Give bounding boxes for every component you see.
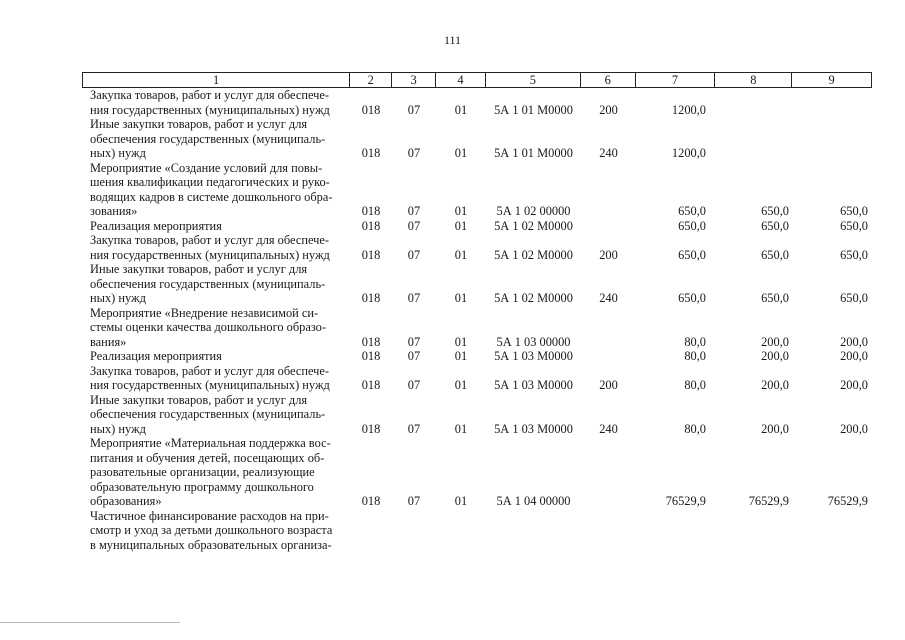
row-name-line: Иные закупки товаров, работ и услуг для bbox=[90, 392, 308, 407]
column-header: 6 bbox=[581, 73, 636, 87]
cell-c9: 200,0 bbox=[840, 378, 868, 392]
cell-c6: 200 bbox=[599, 378, 618, 392]
table-row bbox=[82, 88, 872, 117]
cell-c9: 200,0 bbox=[840, 421, 868, 436]
row-name-line: обеспечения государственных (муниципаль- bbox=[90, 131, 326, 146]
cell-c6: 200 bbox=[599, 247, 618, 262]
cell-c4: 01 bbox=[454, 247, 468, 262]
cell-c2: 018 bbox=[361, 291, 381, 305]
row-name-line: Мероприятие «Создание условий для повы- bbox=[90, 160, 323, 175]
cell-c4: 01 bbox=[454, 421, 468, 436]
row-name-cell bbox=[82, 117, 350, 161]
row-name-cell bbox=[82, 233, 350, 262]
column-header: 9 bbox=[828, 73, 835, 87]
row-name-line: водящих кадров в системе дошкольного обра- bbox=[90, 189, 333, 204]
cell-c8: 200,0 bbox=[761, 421, 789, 436]
row-name-line: шения квалификации педагогических и руко- bbox=[90, 175, 330, 189]
cell-c8: 650,0 bbox=[761, 218, 789, 233]
row-name-line: Закупка товаров, работ и услуг для обеспече- bbox=[90, 233, 330, 247]
cell-c7: 80,0 bbox=[684, 378, 706, 392]
row-name-cell bbox=[82, 364, 350, 393]
table-row bbox=[82, 219, 872, 234]
cell-c6: 240 bbox=[599, 146, 618, 160]
row-name-line: Реализация мероприятия bbox=[90, 218, 222, 233]
row-name-line: Частичное финансирование расходов на при- bbox=[90, 508, 329, 523]
cell-c9: 650,0 bbox=[840, 247, 868, 262]
cell-c5: 5А 1 01 М0000 bbox=[494, 102, 573, 117]
cell-c5: 5А 1 02 М0000 bbox=[494, 247, 573, 262]
cell-c4: 01 bbox=[454, 218, 468, 233]
cell-c3: 07 bbox=[407, 421, 421, 436]
row-name-cell bbox=[82, 393, 350, 437]
row-name-line: Закупка товаров, работ и услуг для обеспече- bbox=[90, 363, 330, 378]
row-name-cell bbox=[82, 219, 350, 234]
cell-c5: 5А 1 02 М0000 bbox=[494, 218, 573, 233]
cell-c9: 200,0 bbox=[840, 334, 868, 349]
cell-c4: 01 bbox=[454, 102, 468, 117]
cell-c3: 07 bbox=[407, 146, 421, 160]
row-name-cell bbox=[82, 509, 350, 553]
table-header bbox=[82, 72, 872, 88]
cell-c5: 5А 1 02 М0000 bbox=[494, 291, 573, 305]
cell-c7: 1200,0 bbox=[671, 146, 706, 160]
row-name-line: Иные закупки товаров, работ и услуг для bbox=[90, 262, 308, 276]
row-name-line: Реализация мероприятия bbox=[90, 349, 222, 363]
cell-c2: 018 bbox=[361, 146, 381, 160]
cell-c3: 07 bbox=[407, 349, 421, 363]
column-header: 3 bbox=[392, 73, 436, 87]
cell-c4: 01 bbox=[454, 146, 468, 160]
cell-c8: 200,0 bbox=[761, 334, 789, 349]
row-name-line: Иные закупки товаров, работ и услуг для bbox=[90, 117, 308, 131]
page-number: 111 bbox=[443, 33, 462, 47]
row-name-line: в муниципальных образовательных организа- bbox=[90, 537, 332, 552]
cell-c2: 018 bbox=[361, 334, 381, 349]
cell-c9: 200,0 bbox=[840, 349, 868, 363]
cell-c3: 07 bbox=[407, 494, 421, 508]
row-name-cell bbox=[82, 436, 350, 509]
cell-c5: 5А 1 03 М0000 bbox=[494, 421, 573, 436]
cell-c2: 018 bbox=[361, 218, 381, 233]
cell-c7: 650,0 bbox=[678, 204, 706, 218]
row-name-line: ных) нужд bbox=[90, 421, 146, 436]
row-name-line: зования» bbox=[90, 204, 138, 218]
row-name-line: ния государственных (муниципальных) нужд bbox=[90, 102, 330, 117]
cell-c7: 80,0 bbox=[684, 421, 706, 436]
cell-c6: 240 bbox=[599, 291, 618, 305]
table-row bbox=[82, 262, 872, 306]
cell-c7: 650,0 bbox=[678, 218, 706, 233]
cell-c2: 018 bbox=[361, 102, 381, 117]
cell-c7: 1200,0 bbox=[671, 102, 706, 117]
cell-c2: 018 bbox=[361, 421, 381, 436]
cell-c3: 07 bbox=[407, 378, 421, 392]
cell-c3: 07 bbox=[407, 334, 421, 349]
row-name-line: ния государственных (муниципальных) нужд bbox=[90, 378, 330, 392]
cell-c5: 5А 1 03 М0000 bbox=[494, 378, 573, 392]
cell-c2: 018 bbox=[361, 349, 381, 363]
cell-c9: 650,0 bbox=[840, 291, 868, 305]
column-header: 2 bbox=[350, 73, 392, 87]
row-name-cell bbox=[82, 349, 350, 364]
cell-c3: 07 bbox=[407, 102, 421, 117]
cell-c3: 07 bbox=[407, 247, 421, 262]
table-row bbox=[82, 509, 872, 553]
scan-artifact-line bbox=[0, 622, 180, 623]
cell-c6: 240 bbox=[599, 421, 618, 436]
cell-c8: 650,0 bbox=[761, 247, 789, 262]
cell-c4: 01 bbox=[454, 291, 468, 305]
cell-c2: 018 bbox=[361, 378, 381, 392]
row-name-cell bbox=[82, 161, 350, 219]
row-name-line: ных) нужд bbox=[90, 146, 146, 160]
cell-c8: 650,0 bbox=[761, 204, 789, 218]
cell-c9: 650,0 bbox=[840, 204, 868, 218]
cell-c3: 07 bbox=[407, 218, 421, 233]
table-row bbox=[82, 436, 872, 509]
row-name-line: Мероприятие «Внедрение независимой си- bbox=[90, 305, 319, 320]
cell-c5: 5А 1 02 00000 bbox=[496, 204, 571, 218]
row-name-line: смотр и уход за детьми дошкольного возраста bbox=[90, 523, 333, 537]
cell-c4: 01 bbox=[454, 494, 468, 508]
row-name-line: образовательную программу дошкольного bbox=[90, 479, 314, 494]
row-name-cell bbox=[82, 88, 350, 117]
table-row bbox=[82, 393, 872, 437]
row-name-line: ния государственных (муниципальных) нужд bbox=[90, 247, 330, 262]
cell-c7: 650,0 bbox=[678, 247, 706, 262]
cell-c5: 5А 1 01 М0000 bbox=[494, 146, 573, 160]
cell-c9: 650,0 bbox=[840, 218, 868, 233]
cell-c2: 018 bbox=[361, 247, 381, 262]
cell-c8: 200,0 bbox=[761, 349, 789, 363]
table-body bbox=[82, 88, 872, 552]
cell-c7: 80,0 bbox=[684, 334, 706, 349]
row-name-line: вания» bbox=[90, 334, 127, 349]
row-name-line: обеспечения государственных (муниципаль- bbox=[90, 407, 326, 421]
row-name-line: обеспечения государственных (муниципаль- bbox=[90, 276, 326, 291]
cell-c2: 018 bbox=[361, 494, 381, 508]
cell-c3: 07 bbox=[407, 291, 421, 305]
cell-c4: 01 bbox=[454, 204, 468, 218]
table-row bbox=[82, 349, 872, 364]
cell-c6: 200 bbox=[599, 102, 618, 117]
row-name-line: разовательные организации, реализующие bbox=[90, 465, 315, 479]
table-row bbox=[82, 233, 872, 262]
cell-c5: 5А 1 03 00000 bbox=[496, 334, 571, 349]
cell-c8: 76529,9 bbox=[748, 494, 789, 508]
budget-table bbox=[82, 72, 872, 552]
cell-c5: 5А 1 04 00000 bbox=[496, 494, 571, 508]
cell-c3: 07 bbox=[407, 204, 421, 218]
column-header: 4 bbox=[436, 73, 486, 87]
cell-c7: 76529,9 bbox=[665, 494, 706, 508]
row-name-line: ных) нужд bbox=[90, 291, 146, 305]
column-header: 8 bbox=[715, 73, 792, 87]
cell-c5: 5А 1 03 М0000 bbox=[494, 349, 573, 363]
column-header: 5 bbox=[486, 73, 581, 87]
cell-c4: 01 bbox=[454, 334, 468, 349]
table-row bbox=[82, 161, 872, 219]
cell-c7: 80,0 bbox=[684, 349, 706, 363]
cell-c4: 01 bbox=[454, 349, 468, 363]
cell-c7: 650,0 bbox=[678, 291, 706, 305]
cell-c8: 650,0 bbox=[761, 291, 789, 305]
cell-c9: 76529,9 bbox=[827, 494, 868, 508]
column-header: 1 bbox=[83, 73, 350, 87]
row-name-line: Закупка товаров, работ и услуг для обеспече- bbox=[90, 88, 330, 102]
cell-c8: 200,0 bbox=[761, 378, 789, 392]
column-header: 7 bbox=[636, 73, 716, 87]
table-row bbox=[82, 117, 872, 161]
row-name-line: питания и обучения детей, посещающих об- bbox=[90, 450, 325, 465]
cell-c4: 01 bbox=[454, 378, 468, 392]
row-name-cell bbox=[82, 306, 350, 350]
row-name-line: образования» bbox=[90, 494, 162, 508]
row-name-line: Мероприятие «Материальная поддержка вос- bbox=[90, 436, 331, 450]
row-name-cell bbox=[82, 262, 350, 306]
cell-c2: 018 bbox=[361, 204, 381, 218]
row-name-line: стемы оценки качества дошкольного образо- bbox=[90, 320, 326, 334]
table-row bbox=[82, 364, 872, 393]
table-row bbox=[82, 306, 872, 350]
